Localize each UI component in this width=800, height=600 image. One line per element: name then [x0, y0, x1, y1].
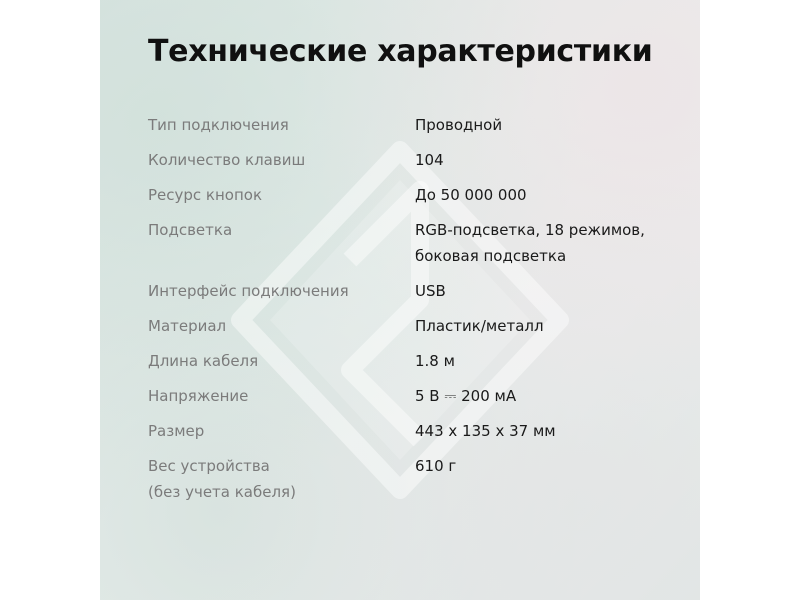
spec-label: Интерфейс подключения [148, 282, 349, 300]
spec-row-cable-length [148, 348, 668, 374]
spec-label: Количество клавиш [148, 151, 306, 169]
spec-row-backlight [148, 217, 668, 269]
spec-row-connection-type [148, 112, 668, 138]
page-title: Технические характеристики [148, 34, 653, 69]
spec-value: 5 В ⎓ 200 мА [415, 387, 517, 405]
spec-value: До 50 000 000 [415, 186, 527, 204]
spec-value: 610 г [415, 457, 457, 475]
spec-value: 443 х 135 х 37 мм [415, 422, 556, 440]
spec-row-key-lifespan [148, 182, 668, 208]
spec-row-material [148, 313, 668, 339]
spec-value: USB [415, 282, 446, 300]
spec-label: Материал [148, 317, 227, 335]
spec-row-interface [148, 278, 668, 304]
spec-row-size [148, 418, 668, 444]
spec-label: Размер [148, 422, 205, 440]
spec-value: Пластик/металл [415, 317, 544, 335]
spec-value: 1.8 м [415, 352, 455, 370]
spec-table [148, 112, 668, 514]
spec-label: Подсветка [148, 221, 233, 239]
spec-label: Тип подключения [148, 116, 289, 134]
spec-card [100, 0, 700, 600]
spec-row-weight [148, 453, 668, 505]
spec-label: Вес устройства (без учета кабеля) [148, 457, 296, 501]
spec-label: Ресурс кнопок [148, 186, 263, 204]
spec-row-key-count [148, 147, 668, 173]
spec-row-voltage [148, 383, 668, 409]
spec-label: Напряжение [148, 387, 249, 405]
spec-value: Проводной [415, 116, 503, 134]
spec-value: 104 [415, 151, 444, 169]
spec-label: Длина кабеля [148, 352, 259, 370]
spec-value: RGB-подсветка, 18 режимов, боковая подсветка [415, 221, 645, 265]
